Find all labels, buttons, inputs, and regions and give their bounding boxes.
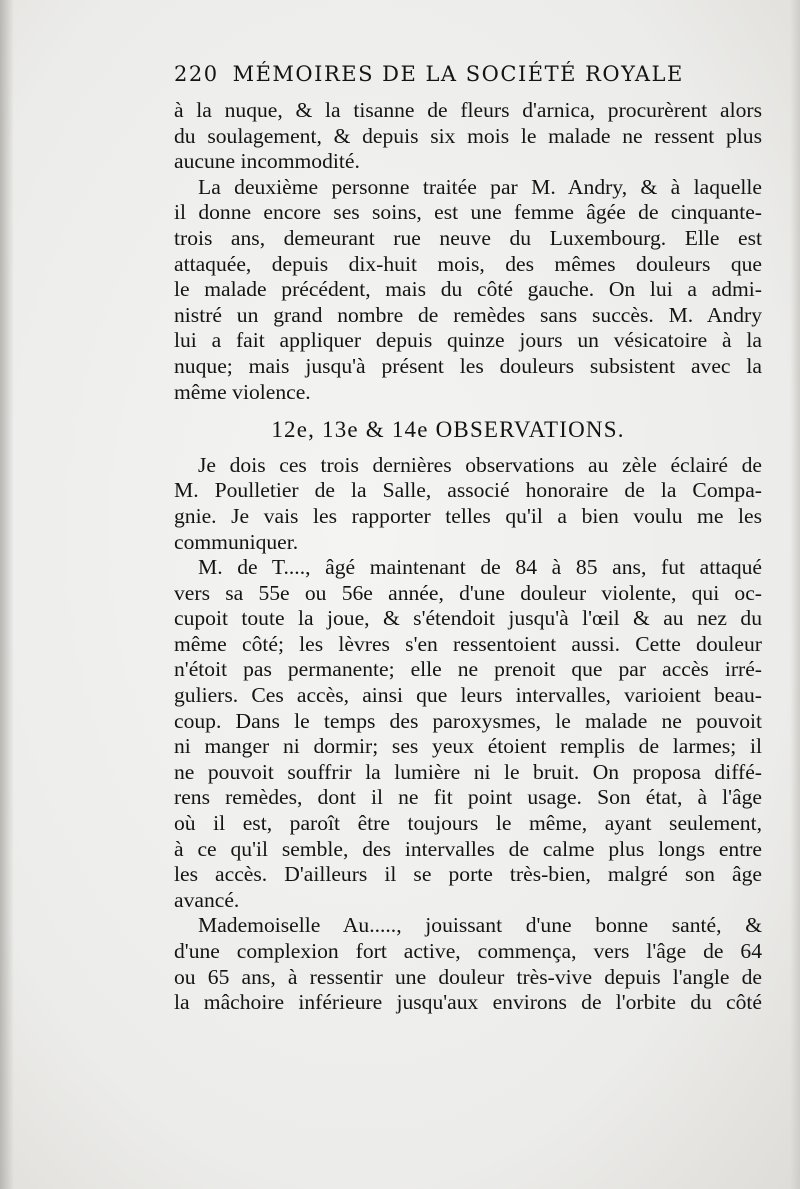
text-line: les accès. D'ailleurs il se porte très-bien, malgré son âge <box>174 862 762 887</box>
text-line: ne pouvoit souffrir la lumière ni le bruit. On proposa diffé- <box>174 759 762 784</box>
text-line: aucune incommodité. <box>174 149 360 174</box>
text-line: La deuxième personne traitée par M. Andry, & à laquelle <box>198 174 762 199</box>
text-line: n'étoit pas permanente; elle ne prenoit que par accès irré- <box>174 657 762 682</box>
text-line: même côté; les lèvres s'en ressentoient aussi. Cette douleur <box>174 631 762 656</box>
text-line: du soulagement, & depuis six mois le malade ne ressent plus <box>174 123 762 148</box>
text-line: vers sa 55e ou 56e année, d'une douleur violente, qui oc- <box>174 580 762 605</box>
page-edge-shadow <box>790 0 800 1189</box>
text-line: à la nuque, & la tisanne de fleurs d'arnica, procurèrent alors <box>174 98 762 122</box>
text-line: Mademoiselle Au....., jouissant d'une bonne santé, & <box>198 913 762 938</box>
text-line: ni manger ni dormir; ses yeux étoient remplis de larmes; il <box>174 734 762 759</box>
paragraph <box>174 98 762 175</box>
text-line: communiquer. <box>174 529 299 554</box>
paragraph <box>174 913 762 1015</box>
text-line: Je dois ces trois dernières observations au zèle éclairé de <box>198 452 762 477</box>
text-line: lui a fait appliquer depuis quinze jours un vésicatoire à la <box>174 328 762 353</box>
body-text <box>174 98 762 1016</box>
paragraph <box>174 555 762 913</box>
text-line: M. de T...., âgé maintenant de 84 à 85 ans, fut attaqué <box>198 555 762 580</box>
text-line: nistré un grand nombre de remèdes sans succès. M. Andry <box>174 302 762 327</box>
text-line: gnie. Je vais les rapporter telles qu'il a bien voulu me les <box>174 503 762 528</box>
text-line: attaquée, depuis dix-huit mois, des mêmes douleurs que <box>174 251 762 276</box>
text-line: la mâchoire inférieure jusqu'aux environs de l'orbite du côté <box>174 990 762 1015</box>
binding-shadow <box>0 0 14 1189</box>
page-number: 220 <box>174 62 219 86</box>
text-line: où il est, paroît être toujours le même, ayant seulement, <box>174 811 762 836</box>
text-line: cupoit toute la joue, & s'étendoit jusqu'à l'œil & au nez du <box>174 606 762 631</box>
text-line: nuque; mais jusqu'à présent les douleurs subsistent avec la <box>174 353 762 378</box>
paragraph <box>174 453 762 555</box>
text-line: M. Poulletier de la Salle, associé honoraire de la Compa- <box>174 478 762 503</box>
text-line: ou 65 ans, à ressentir une douleur très-vive depuis l'angle de <box>174 964 762 989</box>
text-line: coup. Dans le temps des paroxysmes, le malade ne pouvoit <box>174 708 762 733</box>
text-line: d'une complexion fort active, commença, vers l'âge de 64 <box>174 939 762 963</box>
text-line: à ce qu'il semble, des intervalles de calme plus longs entre <box>174 836 762 861</box>
text-line: même violence. <box>174 379 311 404</box>
paragraph <box>174 175 762 405</box>
text-line: rens remèdes, dont il ne fit point usage. Son état, à l'âge <box>174 785 762 810</box>
running-head <box>174 62 714 86</box>
text-line: il donne encore ses soins, est une femme âgée de cinquante- <box>174 200 762 225</box>
running-title: MÉMOIRES DE LA SOCIÉTÉ ROYALE <box>232 62 684 86</box>
text-line: trois ans, demeurant rue neuve du Luxembourg. Elle est <box>174 225 762 250</box>
text-line: guliers. Ces accès, ainsi que leurs intervalles, varioient beau- <box>174 683 762 708</box>
text-line: le malade précédent, mais du côté gauche. On lui a admi- <box>174 277 762 302</box>
text-line: avancé. <box>174 887 240 912</box>
section-heading: 12e, 13e & 14e OBSERVATIONS. <box>271 417 625 443</box>
